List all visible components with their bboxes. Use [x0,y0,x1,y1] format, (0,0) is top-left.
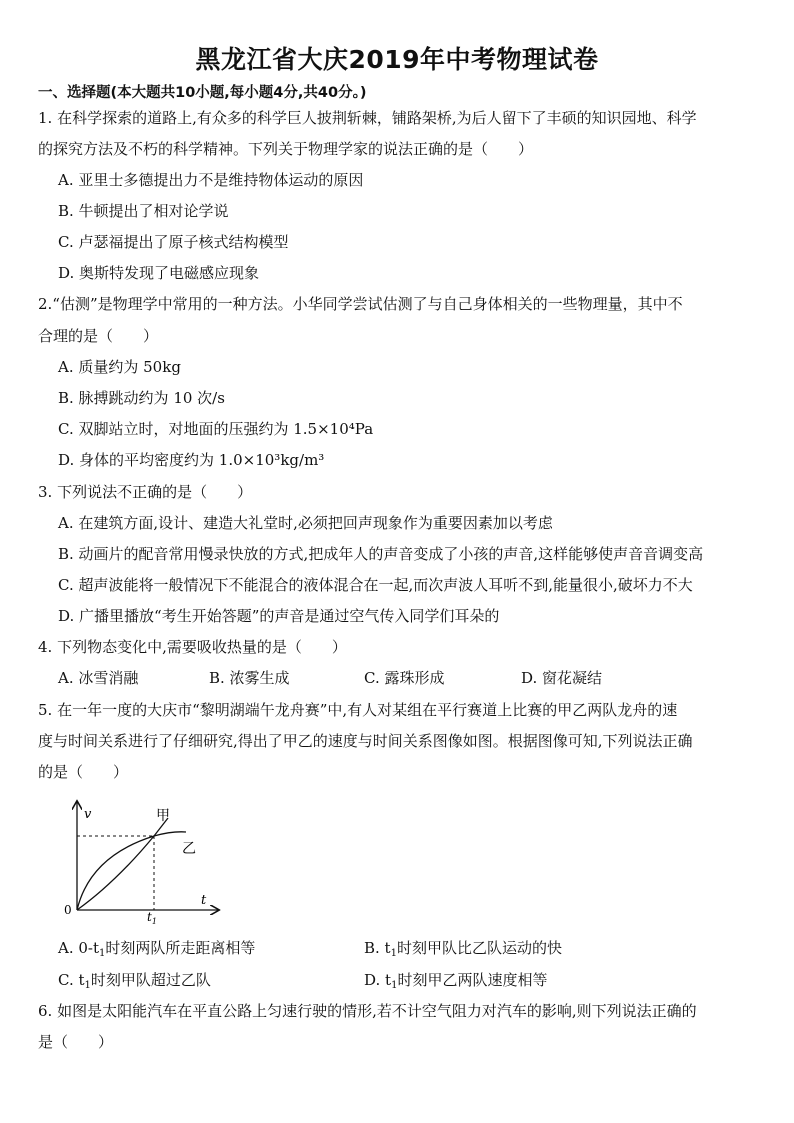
q4-option-c[interactable]: C. 露珠形成 [364,669,445,687]
page-title: 黑龙江省大庆2019年中考物理试卷 [195,45,599,74]
q5-option-c[interactable]: C. $t_1$时刻甲队超过乙队 [58,971,211,991]
q3-option-a[interactable]: A. 在建筑方面,设计、建造大礼堂时,必须把回声现象作为重要因素加以考虑 [58,514,553,532]
q2-stem-line1: 2.“估测”是物理学中常用的一种方法。小华同学尝试估测了与自己身体相关的一些物理量，其中不 [38,295,683,313]
q1-option-c[interactable]: C. 卢瑟福提出了原子核式结构模型 [58,233,289,251]
q5-stem-line3: 的是（ ） [38,763,129,781]
q1-stem-line2: 的探究方法及不朽的科学精神。下列关于物理学家的说法正确的是（ ） [38,140,534,158]
q3-stem: 3. 下列说法不正确的是（ ） [38,483,253,501]
velocity-time-graph [58,796,228,926]
curve-yi-label: 乙 [182,841,196,857]
q5-option-d[interactable]: D. $t_1$时刻甲乙两队速度相等 [364,971,548,991]
x-axis-label: t [201,893,207,908]
origin-label: 0 [64,903,72,917]
q5-stem-line2: 度与时间关系进行了仔细研究,得出了甲乙的速度与时间关系图像如图。根据图像可知,下列说法正确 [38,732,693,750]
q2-option-a[interactable]: A. 质量约为 50kg [58,358,181,376]
q6-stem-line2: 是（ ） [38,1033,114,1051]
q2-stem-line2: 合理的是（ ） [38,327,159,345]
q1-option-a[interactable]: A. 亚里士多德提出力不是维持物体运动的原因 [58,171,364,189]
q5-stem-line1: 5. 在一年一度的大庆市“黎明湖端午龙舟赛”中,有人对某组在平行赛道上比赛的甲乙两队龙舟的速 [38,701,678,719]
q5-option-b[interactable]: B. $t_1$时刻甲队比乙队运动的快 [364,939,562,959]
q4-option-d[interactable]: D. 窗花凝结 [521,669,603,687]
q2-option-b[interactable]: B. 脉搏跳动约为 10 次/s [58,389,225,407]
q5-option-a[interactable]: A. $0-t_1$时刻两队所走距离相等 [58,939,256,959]
q1-option-b[interactable]: B. 牛顿提出了相对论学说 [58,202,229,220]
section-heading: 一、选择题(本大题共10小题,每小题4分,共40分。) [38,85,367,101]
curve-jia-label: 甲 [156,808,170,824]
q4-option-a[interactable]: A. 冰雪消融 [58,669,139,687]
q2-option-c[interactable]: C. 双脚站立时，对地面的压强约为 1.5×10⁴Pa [58,420,374,438]
q3-option-b[interactable]: B. 动画片的配音常用慢录快放的方式,把成年人的声音变成了小孩的声音,这样能够使声音音调变高 [58,545,704,563]
q4-stem: 4. 下列物态变化中,需要吸收热量的是（ ） [38,638,347,656]
q1-stem-line1: 1. 在科学探索的道路上,有众多的科学巨人披荆斩棘，铺路架桥,为后人留下了丰硕的知识园地、科学 [38,109,697,127]
q4-option-b[interactable]: B. 浓雾生成 [209,669,290,687]
q1-option-d[interactable]: D. 奥斯特发现了电磁感应现象 [58,264,260,282]
q2-option-d[interactable]: D. 身体的平均密度约为 1.0×10³kg/m³ [58,451,325,469]
q3-option-d[interactable]: D. 广播里播放“考生开始答题”的声音是通过空气传入同学们耳朵的 [58,607,500,625]
curve-yi [77,832,186,910]
q3-option-c[interactable]: C. 超声波能将一般情况下不能混合的液体混合在一起,而次声波人耳听不到,能量很小,破坏力不大 [58,576,693,594]
q6-stem-line1: 6. 如图是太阳能汽车在平直公路上匀速行驶的情形,若不计空气阻力对汽车的影响,则下列说法正确的 [38,1002,697,1020]
t1-label: $t_1$ [147,910,157,926]
y-axis-label: v [84,807,92,822]
